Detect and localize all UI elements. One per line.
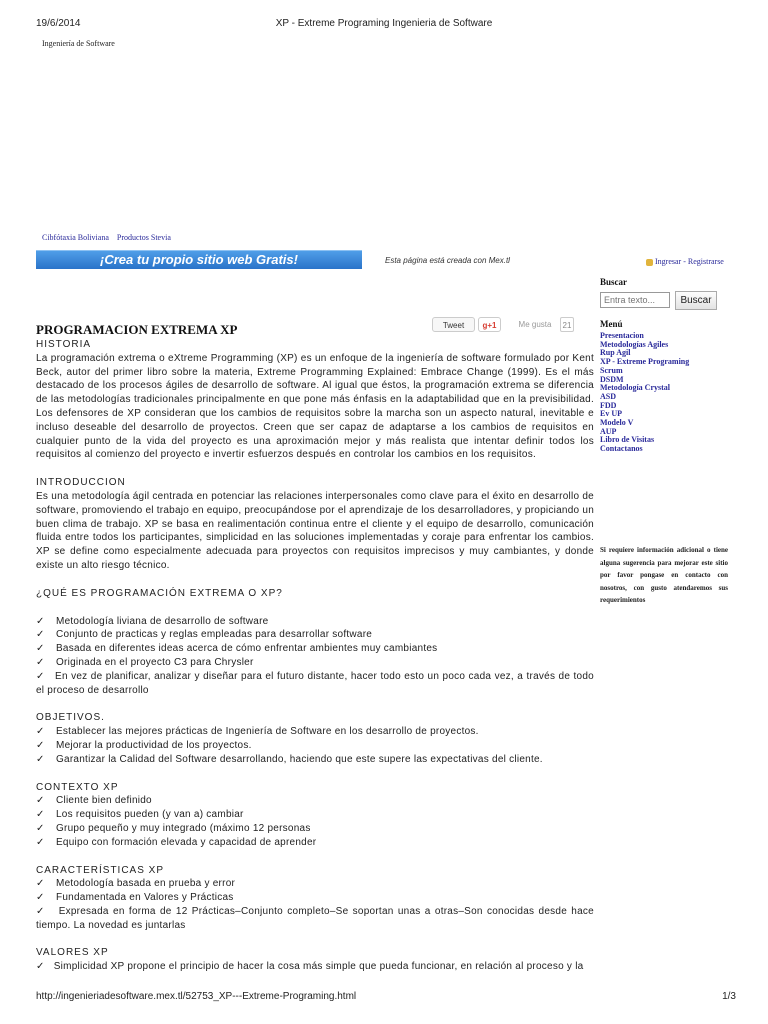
valores-list xyxy=(36,960,594,974)
tweet-button[interactable]: Tweet xyxy=(432,317,475,332)
top-link-2[interactable]: Productos Stevia xyxy=(116,233,171,242)
menu-item-asd[interactable]: ASD xyxy=(600,391,617,401)
page-title: PROGRAMACION EXTREMA XP xyxy=(36,322,238,337)
key-icon xyxy=(646,259,653,266)
search-title: Buscar xyxy=(600,277,627,287)
objetivos-list xyxy=(36,725,594,766)
check-icon: ✓ xyxy=(36,753,45,765)
sidebar-menu xyxy=(600,332,689,454)
check-icon: ✓ xyxy=(36,726,45,738)
list-item: ✓ Fundamentada en Valores y Prácticas xyxy=(36,892,234,904)
check-icon: ✓ xyxy=(36,670,56,682)
list-item: ✓ Equipo con formación elevada y capacidad de aprender xyxy=(36,836,317,848)
list-item: ✓ Expresada en forma de 12 Prácticas–Conjunto completo–Se soportan unas a otras–Son conocidas desde hace tiempo. La novedad es juntarlas xyxy=(36,905,594,931)
like-button[interactable]: Me gusta xyxy=(518,320,552,329)
check-icon: ✓ xyxy=(36,795,45,807)
menu-item-xp[interactable]: XP - Extreme Programing xyxy=(600,357,690,367)
menu-item-scrum[interactable]: Scrum xyxy=(600,365,623,375)
list-item: ✓ Basada en diferentes ideas acerca de cómo enfrentar ambientes muy cambiantes xyxy=(36,643,438,655)
top-links xyxy=(42,233,177,242)
check-icon: ✓ xyxy=(36,739,45,751)
search-input[interactable] xyxy=(600,292,670,308)
menu-item-rup-agil[interactable]: Rup Agil xyxy=(600,348,631,358)
section-heading-valores: VALORES XP xyxy=(36,947,109,959)
footer-url: http://ingenieriadesoftware.mex.tl/52753_XP---Extreme-Programing.html xyxy=(36,991,357,1002)
login-link[interactable] xyxy=(646,257,724,266)
section-heading-caracteristicas: CARACTERÍSTICAS XP xyxy=(36,864,165,876)
check-icon: ✓ xyxy=(36,656,45,668)
login-label: Ingresar - Registrarse xyxy=(655,257,724,266)
check-icon: ✓ xyxy=(36,629,45,641)
menu-item-metodologias-agiles[interactable]: Metodologías Agiles xyxy=(600,339,669,349)
menu-item-dsdm[interactable]: DSDM xyxy=(600,374,624,384)
check-icon: ✓ xyxy=(36,905,59,917)
site-name: Ingeniería de Software xyxy=(42,39,115,48)
like-count: 21 xyxy=(560,317,574,332)
list-item: ✓ Metodología basada en prueba y error xyxy=(36,878,236,890)
check-icon: ✓ xyxy=(36,836,45,848)
que-es-list xyxy=(36,615,594,698)
section-heading-objetivos: OBJETIVOS. xyxy=(36,712,105,724)
check-icon: ✓ xyxy=(36,878,45,890)
check-icon: ✓ xyxy=(36,809,45,821)
historia-paragraph: La programación extrema o eXtreme Programming (XP) es un enfoque de la ingeniería de software formulado por Kent Beck, autor del primer libro sobre la materia, Extreme Programming Explained: Embrace Change (1999). Es el más destacado de los procesos ágiles de desarrollo de software. Al igual que éstos, la programación extrema se diferencia de las metodologías tradicionales principalmente en que pone más énfasis en la adaptabilidad que en la previsibilidad. Los defensores de XP consideran que los cambios de requisitos sobre la marcha son un aspecto natural, inevitable e incluso deseable del desarrollo de proyectos. Creen que ser capaz de adaptarse a los cambios de requisitos en cualquier punto de la vida del proyecto es una aproximación mejor y más realista que intentar definir todos los requisitos al comienzo del proyecto e invertir esfuerzos después en controlar los cambios en los requisitos. xyxy=(36,352,594,461)
print-title: XP - Extreme Programing Ingenieria de Software xyxy=(275,18,493,29)
menu-item-modelo-v[interactable]: Modelo V xyxy=(600,418,634,428)
intro-paragraph: Es una metodología ágil centrada en potenciar las relaciones interpersonales como clave para el éxito en desarrollo de software, promoviendo el trabajo en equipo, preocupándose por el aprendizaje de los desarrolladores, y propiciando un buen clima de trabajo. XP se basa en realimentación continua entre el cliente y el equipo de desarrollo, comunicación fluida entre todos los participantes, simplicidad en las soluciones implementadas y coraje para enfrentar los cambios. XP se define como especialmente adecuada para proyectos con requisitos imprecisos y muy cambiantes, y donde existe un alto riesgo técnico. xyxy=(36,490,594,571)
check-icon: ✓ xyxy=(36,643,45,655)
section-heading-contexto: CONTEXTO XP xyxy=(36,781,119,793)
menu-item-libro-visitas[interactable]: Libro de Visitas xyxy=(600,435,655,445)
list-item: ✓ Cliente bien definido xyxy=(36,795,152,807)
list-item: ✓ Mejorar la productividad de los proyectos. xyxy=(36,739,252,751)
list-item: ✓ Simplicidad XP propone el principio de hacer la cosa más simple que pueda funcionar, en relación al proceso y la xyxy=(36,961,584,973)
menu-item-crystal[interactable]: Metodología Crystal xyxy=(600,383,670,393)
section-heading-introduccion: INTRODUCCION xyxy=(36,477,126,489)
menu-item-contactanos[interactable]: Contactanos xyxy=(600,444,643,454)
menu-item-presentacion[interactable]: Presentacion xyxy=(600,331,644,340)
list-item: ✓ Los requisitos pueden (y van a) cambiar xyxy=(36,809,244,821)
section-heading-historia: HISTORIA xyxy=(36,339,92,350)
section-heading-que-es: ¿QUÉ ES PROGRAMACIÓN EXTREMA O XP? xyxy=(36,587,283,599)
search-button[interactable]: Buscar xyxy=(675,291,717,310)
check-icon: ✓ xyxy=(36,615,45,627)
check-icon: ✓ xyxy=(36,892,45,904)
list-item: ✓ En vez de planificar, analizar y diseñar para el futuro distante, hacer todo esto un poco cada vez, a través de todo el proceso de desarrollo xyxy=(36,670,594,696)
list-item: ✓ Originada en el proyecto C3 para Chrysler xyxy=(36,656,254,668)
banner-note[interactable]: Esta página está creada con Mex.tl xyxy=(385,256,510,265)
sidebar-note: Si requiere información adicional o tiene alguna sugerencia para mejorar este sitio por favor pongase en contacto con nosotros, con gusto atendaremos sus requerimientos xyxy=(600,546,728,604)
list-item: ✓ Conjunto de practicas y reglas empleadas para desarrollar software xyxy=(36,629,373,641)
gplus-button[interactable]: g+1 xyxy=(478,317,501,332)
menu-item-fdd[interactable]: FDD xyxy=(600,400,617,410)
list-item: ✓ Metodología liviana de desarrollo de software xyxy=(36,615,269,627)
contexto-list xyxy=(36,794,594,849)
top-link-1[interactable]: Cibfótaxia Boliviana xyxy=(42,233,109,242)
list-item: ✓ Establecer las mejores prácticas de Ingeniería de Software en los desarrollo de proyectos. xyxy=(36,726,479,738)
list-item: ✓ Grupo pequeño y muy integrado (máximo 12 personas xyxy=(36,822,311,834)
check-icon: ✓ xyxy=(36,961,54,973)
print-date: 19/6/2014 xyxy=(36,18,81,29)
menu-item-aup[interactable]: AUP xyxy=(600,426,617,436)
check-icon: ✓ xyxy=(36,822,45,834)
article-body xyxy=(36,338,594,974)
menu-title: Menú xyxy=(600,319,623,329)
menu-item-ev-up[interactable]: Ev UP xyxy=(600,409,622,419)
page-number: 1/3 xyxy=(722,991,736,1002)
create-site-banner[interactable]: ¡Crea tu propio sitio web Gratis! xyxy=(36,250,362,269)
list-item: ✓ Garantizar la Calidad del Software desarrollando, haciendo que este supere las expectativas del cliente. xyxy=(36,753,543,765)
caracteristicas-list xyxy=(36,877,594,932)
